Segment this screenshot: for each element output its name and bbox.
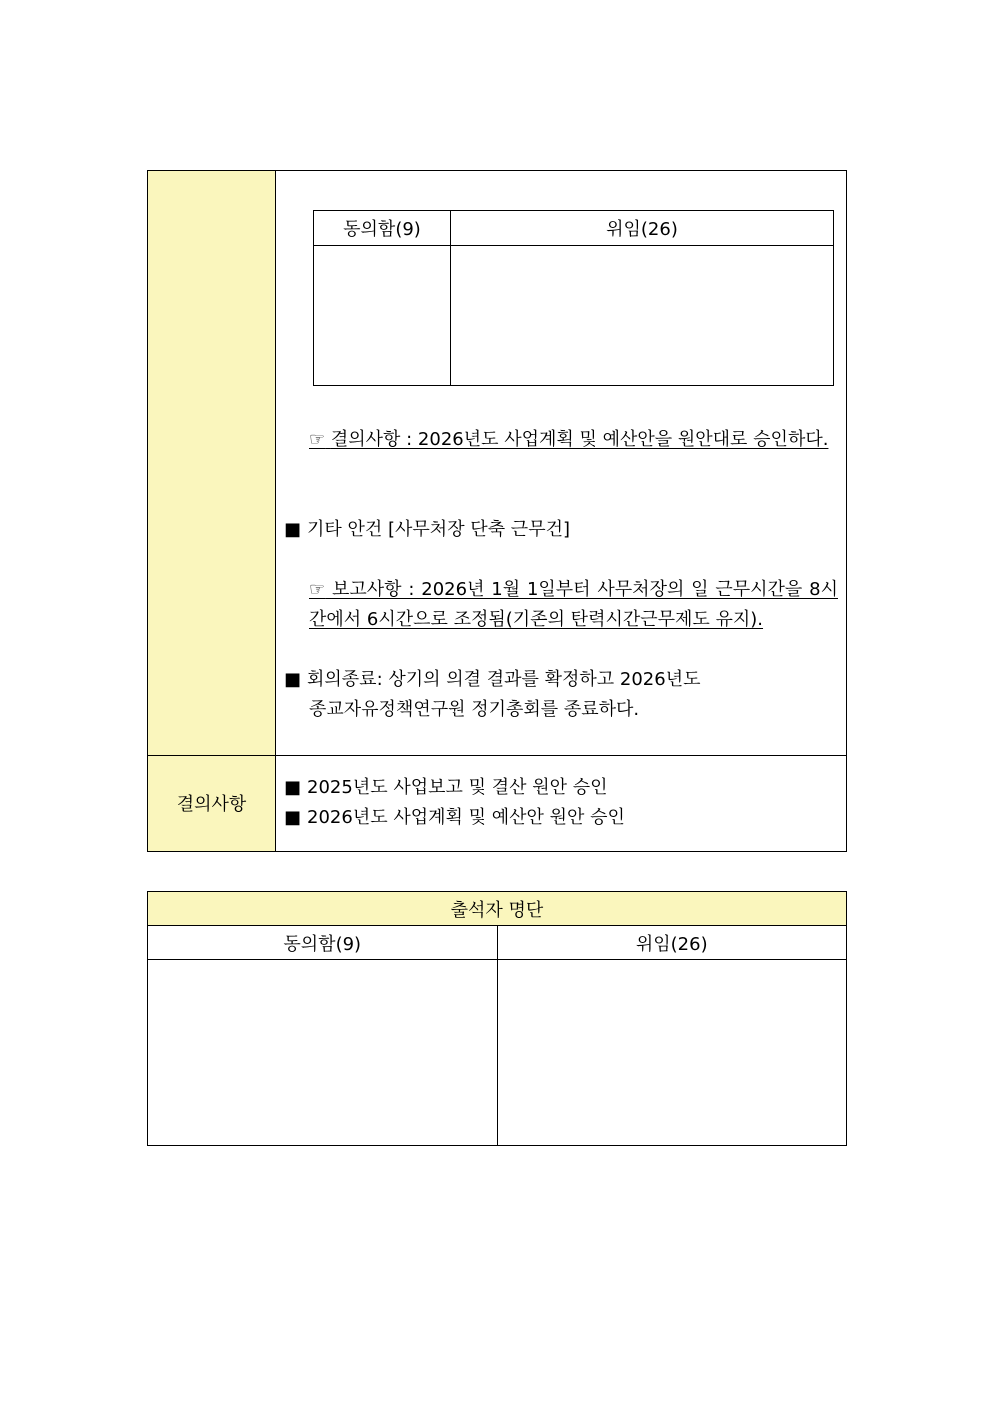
- attendees-proxy-cell: [497, 960, 847, 1146]
- closing-text-line1: 회의종료: 상기의 의결 결과를 확정하고 2026년도: [307, 669, 701, 690]
- attendees-table: [147, 891, 847, 1146]
- resolutions-label: 결의사항: [148, 755, 276, 851]
- attendees-agree-cell: [148, 960, 498, 1146]
- minutes-table: [147, 170, 847, 852]
- attendees-agree-header: 동의함(9): [148, 926, 498, 960]
- square-bullet-icon: ■: [284, 776, 302, 798]
- other-agenda-text: 기타 안건 [사무처장 단축 근무건]: [307, 519, 570, 540]
- attendees-proxy-header: 위임(26): [497, 926, 847, 960]
- report-text: 보고사항 : 2026년 1월 1일부터 사무처장의 일 근무시간을 8시간에서 6시간으로 조정됨(기존의 탄력시간근무제도 유지).: [309, 579, 838, 630]
- attendees-title: 출석자 명단: [148, 892, 847, 926]
- vote-proxy-header: 위임(26): [451, 211, 834, 246]
- vote-summary-table: [313, 210, 834, 386]
- vote-agree-header: 동의함(9): [314, 211, 451, 246]
- resolutions-cell: [276, 755, 847, 851]
- vote-agree-cell: [314, 246, 451, 386]
- pointing-hand-icon: ☞: [309, 579, 326, 600]
- report-statement: [284, 575, 838, 635]
- square-bullet-icon: ■: [284, 669, 302, 690]
- pointing-hand-icon: ☞: [309, 429, 326, 450]
- closing-statement: [284, 665, 838, 725]
- square-bullet-icon: ■: [284, 519, 302, 540]
- resolutions-list: [284, 773, 838, 833]
- other-agenda-item: [284, 515, 838, 545]
- closing-text-line2: 종교자유정책연구원 정기총회를 종료하다.: [309, 699, 640, 720]
- resolution-item-text: 2026년도 사업계획 및 예산안 원안 승인: [307, 806, 625, 828]
- resolution-statement: [284, 425, 838, 455]
- resolution-item-text: 2025년도 사업보고 및 결산 원안 승인: [307, 776, 608, 798]
- list-item: [284, 773, 838, 803]
- minutes-label-cell: [148, 171, 276, 756]
- square-bullet-icon: ■: [284, 806, 302, 828]
- vote-proxy-cell: [451, 246, 834, 386]
- list-item: [284, 803, 838, 833]
- minutes-content-cell: [276, 171, 847, 756]
- resolution-text: 결의사항 : 2026년도 사업계획 및 예산안을 원안대로 승인하다.: [330, 429, 829, 450]
